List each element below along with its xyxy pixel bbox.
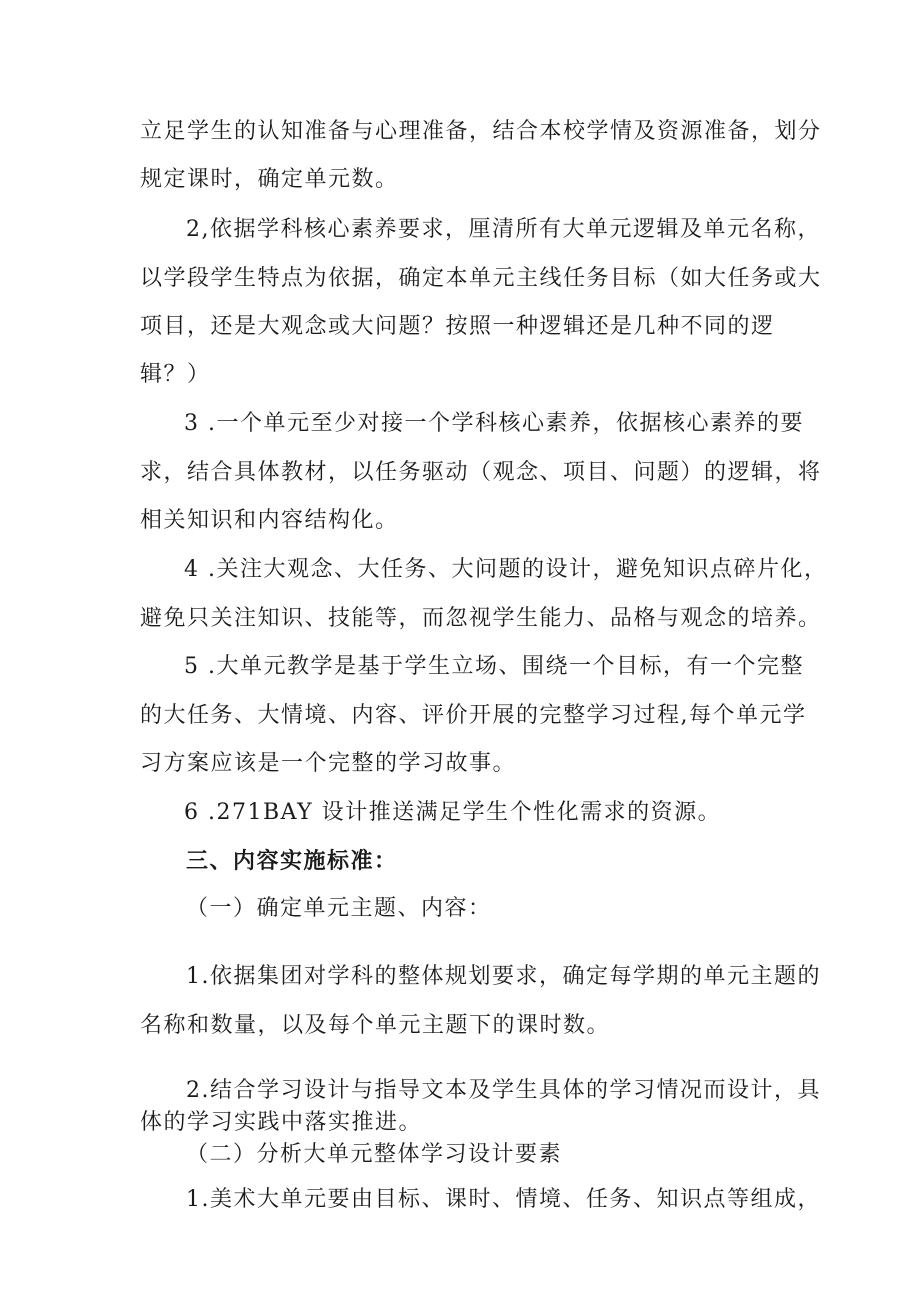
paragraph-line: 2,依据学科核心素养要求，厘清所有大单元逻辑及单元名称， bbox=[186, 217, 821, 242]
paragraph-line: 习方案应该是一个完整的学习故事。 bbox=[140, 751, 517, 776]
paragraph-line: 3 .一个单元至少对接一个学科核心素养，依据核心素养的要 bbox=[184, 411, 804, 436]
paragraph-line: 以学段学生特点为依据，确定本单元主线任务目标（如大任务或大 bbox=[140, 266, 822, 291]
paragraph-line: 相关知识和内容结构化。 bbox=[140, 508, 399, 533]
paragraph-line: 1.美术大单元要由目标、课时、情境、任务、知识点等组成， bbox=[186, 1187, 821, 1212]
subsection-heading: （二）分析大单元整体学习设计要素 bbox=[186, 1142, 563, 1167]
paragraph-line: 4 .关注大观念、大任务、大问题的设计，避免知识点碎片化， bbox=[184, 557, 828, 582]
paragraph-line: 1.依据集团对学科的整体规划要求，确定每学期的单元主题的 bbox=[186, 964, 821, 989]
subsection-heading: （一）确定单元主题、内容： bbox=[186, 896, 492, 921]
paragraph-line: 避免只关注知识、技能等，而忽视学生能力、品格与观念的培养。 bbox=[140, 606, 822, 631]
section-heading: 三、内容实施标准： bbox=[186, 849, 398, 874]
paragraph-line: 5 .大单元教学是基于学生立场、围绕一个目标，有一个完整 bbox=[184, 654, 804, 679]
paragraph-line: 的大任务、大情境、内容、评价开展的完整学习过程,每个单元学 bbox=[140, 703, 807, 728]
paragraph-line: 2.结合学习设计与指导文本及学生具体的学习情况而设计，具 bbox=[186, 1078, 821, 1103]
paragraph-line: 体的学习实践中落实推进。 bbox=[140, 1110, 423, 1135]
paragraph-line: 求，结合具体教材，以任务驱动（观念、项目、问题）的逻辑，将 bbox=[140, 460, 822, 485]
paragraph-line: 6 .271BAY 设计推送满足学生个性化需求的资源。 bbox=[184, 800, 722, 825]
paragraph-line: 立足学生的认知准备与心理准备，结合本校学情及资源准备，划分 bbox=[140, 119, 822, 144]
paragraph-line: 辑？） bbox=[140, 362, 211, 387]
paragraph-line: 名称和数量，以及每个单元主题下的课时数。 bbox=[140, 1013, 611, 1038]
paragraph-line: 项目，还是大观念或大问题？按照一种逻辑还是几种不同的逻 bbox=[140, 314, 775, 339]
paragraph-line: 规定课时，确定单元数。 bbox=[140, 167, 399, 192]
